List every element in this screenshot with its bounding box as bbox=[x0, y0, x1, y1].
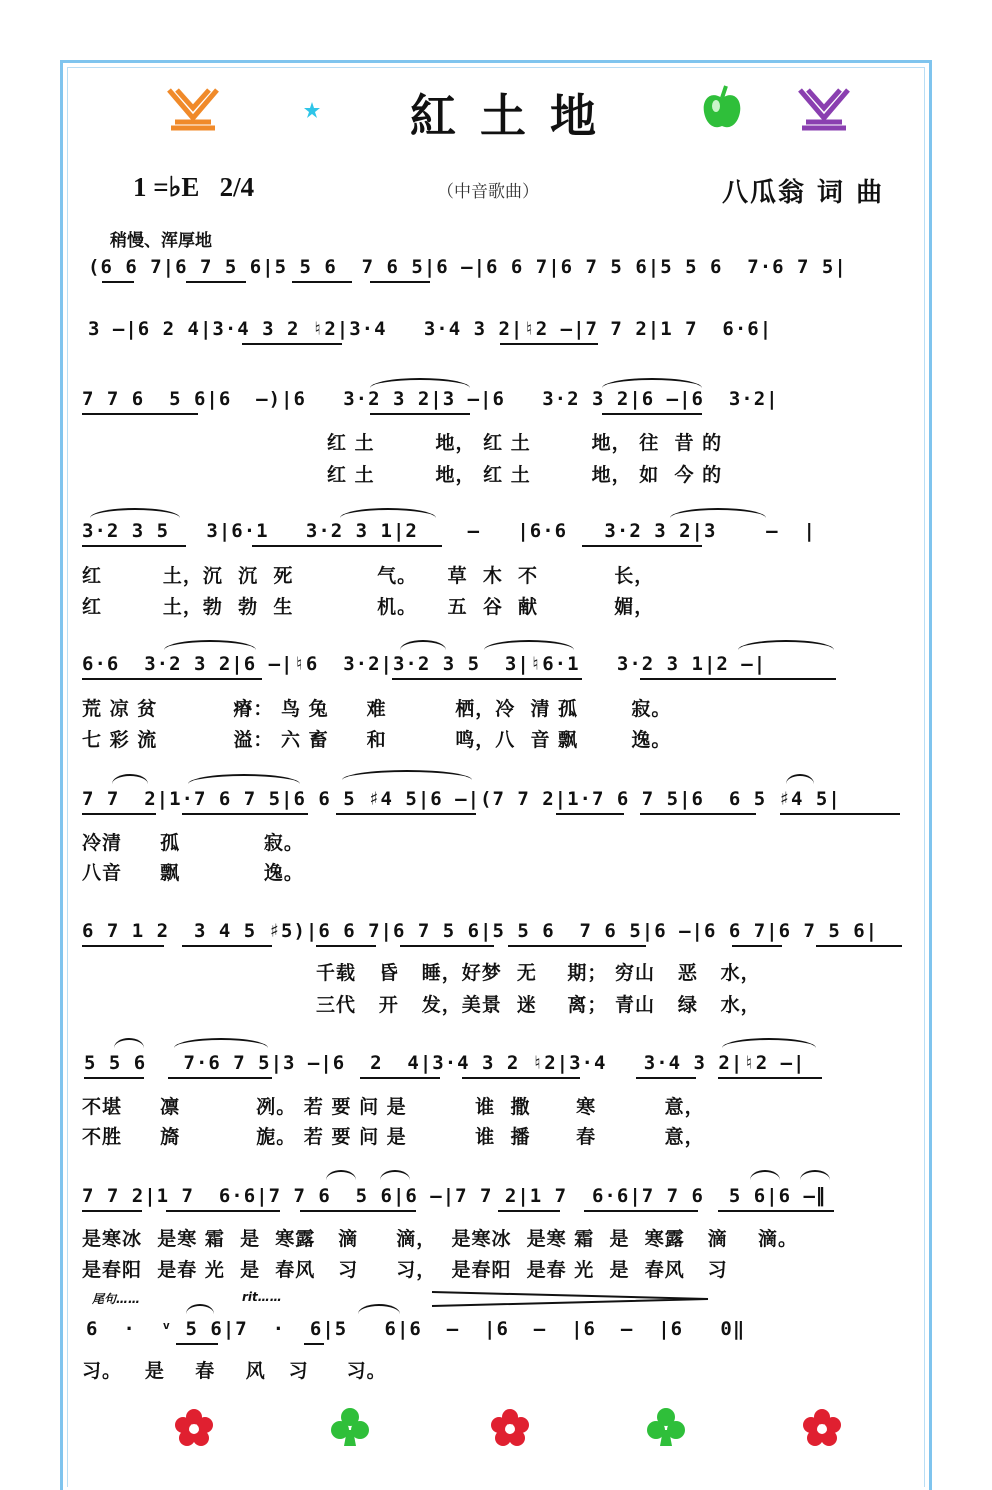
notation-row-3: 7 7 6 5 6|6 —)|6 3·2 3 2|3 —|6 3·2 3 2|6 —|6 3·2| bbox=[82, 388, 779, 410]
purple-emblem-icon bbox=[796, 88, 852, 132]
tempo-marking: 稍慢、浑厚地 bbox=[110, 231, 212, 251]
notation-row-8: 5 5 6 7·6 7 5|3 —|6 2 4|3·4 3 2 ♮2|3·4 3·4 3 2|♮2 —| bbox=[84, 1052, 806, 1074]
lyric-row-6-verse-1: 冷清 孤 寂。 bbox=[82, 832, 304, 854]
red-flower-icon bbox=[802, 1408, 842, 1448]
notation-row-5: 6·6 3·2 3 2|6 —|♮6 3·2|3·2 3 5 3|♮6·1 3·2 3 1|2 —| bbox=[82, 653, 767, 675]
lyric-row-3-verse-1: 红 土 地， 红 土 地， 往 昔 的 bbox=[327, 432, 723, 454]
notation-row-9: 7 7 2|1 7 6·6|7 7 6 5 6|6 —|7 7 2|1 7 6·6|7 7 6 5 6|6 —∥ bbox=[82, 1185, 827, 1207]
lyric-row-5-verse-1: 荒 凉 贫 瘠： 鸟 兔 难 栖，冷 清 孤 寂。 bbox=[82, 698, 672, 720]
lyric-row-9-verse-2: 是春阳 是春 光 是 春风 习 习， 是春阳 是春 光 是 春风 习 bbox=[82, 1259, 728, 1281]
lyric-row-6-verse-2: 八音 飘 逸。 bbox=[82, 862, 304, 884]
lyric-row-9-verse-1: 是寒冰 是寒 霜 是 寒露 滴 滴， 是寒冰 是寒 霜 是 寒露 滴 滴。 bbox=[82, 1228, 799, 1250]
lyric-row-7-verse-2: 三代 开 发，美景 迷 离； 青山 绿 水， bbox=[316, 994, 761, 1016]
diminuendo-hairpin bbox=[430, 1288, 710, 1310]
notation-row-4: 3·2 3 5 3|6·1 3·2 3 1|2 — |6·6 3·2 3 2|3 — | bbox=[82, 520, 816, 542]
lyric-row-8-verse-2: 不胜 旖 旎。 若 要 问 是 谁 播 春 意， bbox=[82, 1126, 705, 1148]
key-signature: 1 =♭E 2/4 bbox=[133, 172, 255, 202]
lyric-row-8-verse-1: 不堪 凛 冽。 若 要 问 是 谁 撒 寒 意， bbox=[82, 1096, 705, 1118]
subtitle: （中音歌曲） bbox=[437, 182, 539, 202]
lyric-row-5-verse-2: 七 彩 流 溢： 六 畜 和 鸣，八 音 飘 逸。 bbox=[82, 729, 672, 751]
green-apple-icon bbox=[700, 84, 744, 132]
notation-row-7: 6 7 1 2 3 4 5 ♯5)|6 6 7|6 7 5 6|5 5 6 7 6 5|6 —|6 6 7|6 7 5 6| bbox=[82, 920, 879, 942]
lyric-row-10: 习。 是 春 风 习 习。 bbox=[82, 1360, 387, 1382]
lyric-row-7-verse-1: 千载 昏 睡，好梦 无 期； 穷山 恶 水， bbox=[316, 962, 761, 984]
green-club-icon bbox=[646, 1406, 686, 1448]
red-flower-icon bbox=[490, 1408, 530, 1448]
crescent-star-icon bbox=[272, 86, 324, 134]
lyric-row-4-verse-1: 红 土，沉 沉 死 气。 草 木 不 长， bbox=[82, 565, 655, 587]
notation-row-10: 6 · ᵛ 5 6|7 · 6|5 6|6 — |6 — |6 — |6 0‖ bbox=[86, 1318, 746, 1340]
author: 八瓜翁 词 曲 bbox=[722, 178, 885, 208]
red-flower-icon bbox=[174, 1408, 214, 1448]
notation-row-2: 3 —|6 2 4|3·4 3 2 ♮2|3·4 3·4 3 2|♮2 —|7 7 2|1 7 6·6| bbox=[88, 318, 773, 340]
notation-row-1: (6 6 7|6 7 5 6|5 5 6 7 6 5|6 —|6 6 7|6 7 5 6|5 5 6 7·6 7 5| bbox=[88, 256, 847, 278]
lyric-row-3-verse-2: 红 土 地， 红 土 地， 如 今 的 bbox=[327, 464, 723, 486]
ritardando-mark: rit…… bbox=[242, 1290, 282, 1304]
green-club-icon bbox=[330, 1406, 370, 1448]
ending-phrase-mark: 尾句…… bbox=[92, 1292, 141, 1306]
page-title: 紅 土 地 bbox=[410, 89, 601, 143]
notation-row-6: 7 7 2|1·7 6 7 5|6 6 5 ♯4 5|6 —|(7 7 2|1·7 6 7 5|6 6 5 ♯4 5| bbox=[82, 788, 841, 810]
orange-emblem-icon bbox=[165, 88, 221, 132]
lyric-row-4-verse-2: 红 土，勃 勃 生 机。 五 谷 献 媚， bbox=[82, 596, 655, 618]
